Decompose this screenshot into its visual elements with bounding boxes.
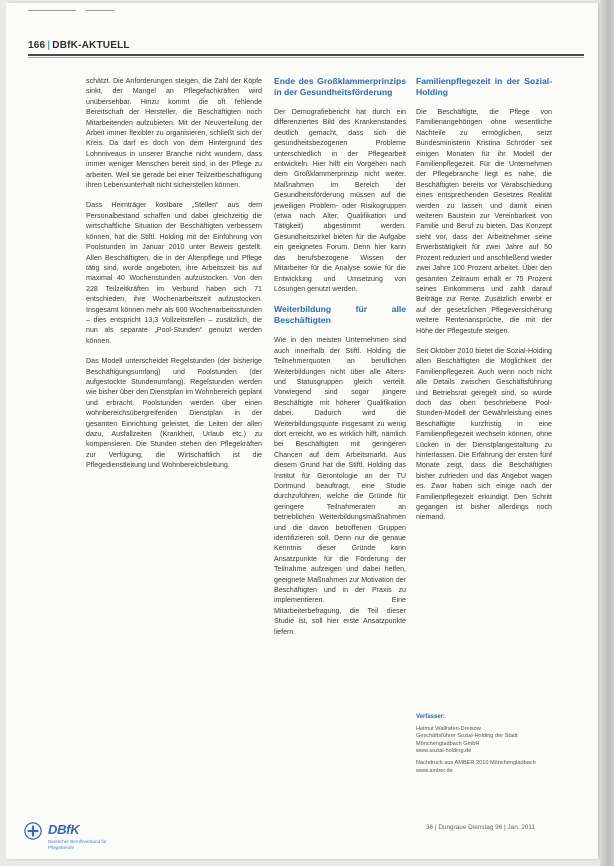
header-separator: |: [47, 40, 51, 51]
paragraph: schätzt. Die Anforderungen steigen, die Zahl der Köpfe sinkt, der Mangel an Pflegefachkräften wird unübersehbar. Hinzu kommt die oft fehlende Bereitschaft der Hersteller, die Beschäftigten noch Mitarbeitenden aufzubieten. Mit der Neuverteilung der Arbeit immer flexibler zu organisieren, schließt sich der Kreis. Da darf es doch von dem Hintergrund des Lohnniveaus in unserer Branche nicht wundern, dass immer weniger Menschen bereit sind, in der Pflege zu arbeiten. Weil sie gerade bei einer Teilzeitbeschäftigung ihren Lebensunterhalt nicht sicherstellen können.: [86, 77, 262, 190]
column-left: [86, 76, 262, 481]
paragraph: Wie in den meisten Unternehmen sind auch innerhalb der Stiftl. Holding die Teilnehmerquoten an beruflichen Weiterbildungen nicht über alle Alters- und Statusgruppen gleich verteilt. Vorwiegend sind sogar jüngere Beschäftigte mit höherer Qualifikation dabei. Dadurch wird die Weiterbildungsquote insgesamt zu wenig dort erreicht, wo es wirklich hilft, nämlich bei Beschäftigten mit geringeren Chancen auf dem Arbeitsmarkt. Aus diesem Grund hat die Stiftl. Holding das Institut für Gerontologie an der TU Dortmund beauftragt, eine Studie durchzuführen, welche die Gründe für geringere Teilnahmeraten an betrieblichen Weiterbildungsmaßnahmen und die davon betroffenen Gruppen identifizieren soll. Denn nur die genaue Kenntnis dieser Gründe kann Ansatzpunkte für die Förderung der Teilnahme aufzeigen und dabei helfen, geeignete Maßnahmen zur Motivation der Beschäftigten und in der Praxis zu implementieren. Eine Mitarbeiterbefragung, die Teil dieser Studie ist, soll hier erste Ansatzpunkte liefern.: [274, 336, 406, 636]
logo-cross-icon: [24, 822, 42, 840]
logo-tagline: Deutscher Berufsverband für Pflegeberufe: [48, 839, 107, 850]
section-title: DBfK-AKTUELL: [52, 40, 130, 51]
paragraph: Das Modell unterscheidet Regelstunden (der bisherige Beschäftigungsumfang) und Poolstunden (der aufgestockte Stundenumfang). Regelstunden werden wie bisher über den Dienstplan im Wohnbereich geplant und erbracht. Poolstunden werden über einen wohnbereichsübergreifenden Dienstplan in der gesamten Einrichtung geleistet, die Leiten der allen dazu, Ausfallzeiten (Krankheit, Urlaub etc.) zu kompensieren. Die Stunden stehen den Pflegekräften zur Verfügung, die Wirtschaftlich ist die Pflegedienstleitung und Wohnbereichsleitung.: [86, 357, 262, 470]
source-label: Verfasser:: [416, 714, 446, 720]
logo-name: DBfK: [48, 822, 80, 837]
page-spine-shadow: [600, 0, 614, 866]
page-footer: 36 | Dungraue Dienstag 96 | Jan. 2011: [426, 824, 536, 831]
author-source-box: [416, 714, 556, 779]
author-name: Helmut Wallrafen-Dreisow: [416, 725, 481, 732]
top-rule: [28, 10, 76, 11]
paragraph: Dass Heimträger kostbare „Stellen“ aus dem Personalbestand schaffen und dabei gleichzeitig die wirtschaftliche Situation der Beschäftigten verbessern können, hat die Stiftl. Holding mit der Einführung von Poolstunden im Januar 2010 unter Beweis gestellt. Allen Beschäftigten, die in der Altenpflege und Pflege tätig sind, wurde angeboten, ihre Arbeitszeit bis auf maximal 40 Wochenstunden aufzustocken. Von den 228 Teilzeitkräften im Verbund haben sich 71 entschieden, ihre Wochenarbeitszeit aufzustocken. Insgesamt können mehr als 600 Wochenarbeitsstunden – dies entspricht 13,3 Vollzeitstellen – zusätzlich, die nun als separate „Pool-Stunden“ genutzt werden können.: [86, 201, 262, 345]
page-number: 166: [28, 40, 46, 51]
author-role: Geschäftsführer Sozial-Holding der Stadt Mönchengladbach GmbH: [416, 733, 518, 747]
section-heading: Weiterbildung für alle Beschäftigten: [274, 304, 406, 326]
header-divider: [28, 54, 584, 56]
header-divider-accent: [28, 57, 584, 58]
dbfk-logo: [22, 818, 114, 852]
section-heading: Ende des Großklammerprinzips in der Gesundheitsförderung: [274, 76, 406, 97]
page-header: [28, 40, 130, 51]
paragraph: Die Beschäftigte, die Pflege von Familienangehörigen ohne wesentliche Nachteile zu ermöglichen, setzt Bundesministerin Kristina Schröder seit einigen Monaten für ihr Modell der Familienpflegezeit. Für die Unternehmen der Pflegebranche liegt es nahe, die Beschäftigten bereits vor Verabschiedung eines entsprechenden Gesetzes Realität werden zu lassen und damit einen weiteren Baustein zur Vereinbarkeit von Familie und Beruf zu bieten. Das Konzept sieht vor, dass der Arbeitnehmer seine Erwerbstätigkeit für zwei Jahre auf 50 Prozent reduziert und anschließend wieder zwei Jahre 100 Prozent arbeitet. Über den gesamten Zeitraum erhält er 75 Prozent seines Einkommens und zahlt darauf Beiträge zur Rente. Zusätzlich erwirbt er auf der gesetzlichen Pflegeversicherung weitere Rentenansprüche, die mit der Höhe der Pflegestufe steigen.: [416, 108, 552, 335]
paragraph: Der Demografiebericht hat durch ein differenziertes Bild des Krankenstandes deutlich gemacht, dass sich die gesundheitsbezogenen Probleme unterschiedlich in der Pflegearbeit entwickeln. Hier hilft ein Vorgehen nach dem Großklammerprinzip nicht weiter. Maßnahmen im Bereich der Gesundheitsförderung müssen auf die jeweiligen Problem- oder Risikogruppen (etwa nach Alter, Qualifikation und Tätigkeit) abgestimmt werden. Gesundheitszirkel bieten für die Aufgabe ein geeignetes Forum. Denn hier kann das berufsbezogene Wissen der Mitarbeiter für die Analyse sowie für die Entwicklung und Umsetzung von Lösungen genutzt werden.: [274, 108, 406, 293]
top-rule-short: [86, 10, 114, 11]
column-middle: [274, 76, 406, 647]
paragraph: Seit Oktober 2010 bietet die Sozial-Holding allen Beschäftigten die Möglichkeit der Familienpflegezeit. Auch wenn noch nicht alle Details zwischen Geschäftsführung und Betriebsrat geregelt sind, so wurde doch das oben beschriebene Pool-Stunden-Modell der Gewährleistung eines Beschäftigte kurzfristig in eine Familienpflegezeit wechseln können, ohne Lücken in der Dienstplangestaltung zu hinterlassen. Die Erfahrung der ersten fünf Monate zeigt, dass die Beschäftigten bisher zufrieden und das Angebot wagen es. Zwar haben sich einige nach der Familienpflegezeit erkundigt. Den Schritt gegangen ist bisher allerdings noch niemand.: [416, 346, 552, 522]
reprint-note: Nachdruck aus AMBER 2010 Mönchengladbach www.amber.de: [416, 759, 536, 774]
author-website: www.sozial-holding.de: [416, 748, 472, 755]
section-heading: Familienpflegezeit in der Sozial-Holding: [416, 76, 552, 97]
column-right: [416, 76, 552, 533]
